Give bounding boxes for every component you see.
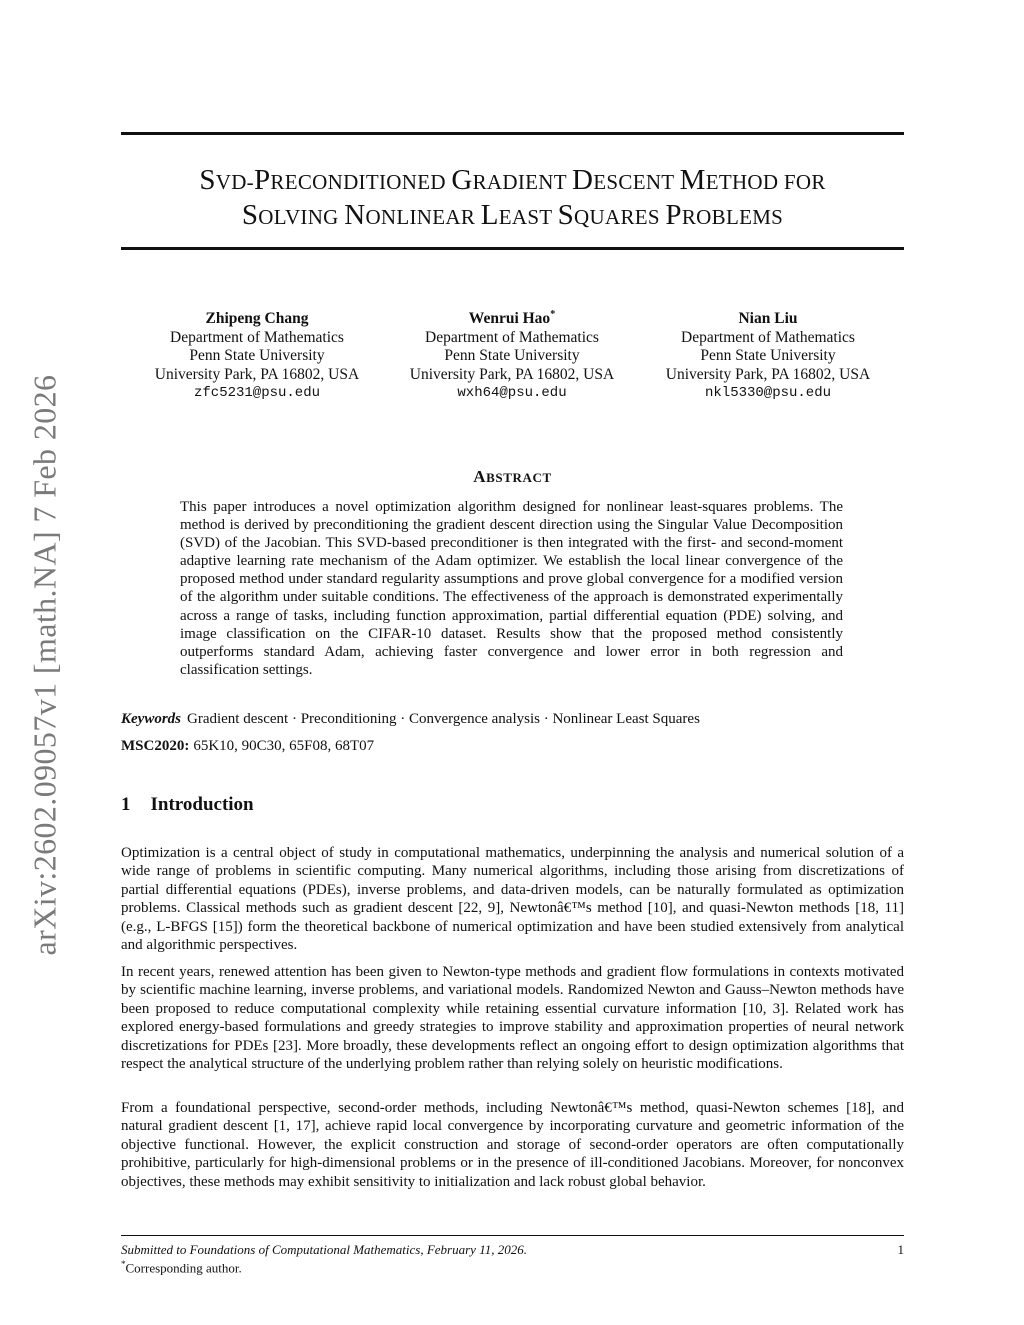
author-address: University Park, PA 16802, USA (665, 365, 871, 383)
author-email[interactable]: wxh64@psu.edu (457, 385, 567, 401)
page-number: 1 (897, 1242, 904, 1257)
footnote-text: Corresponding author. (125, 1260, 242, 1276)
abstract-text: This paper introduces a novel optimization algorithm designed for nonlinear least-squares problems. The method is derived by preconditioning the gradient descent direction using the Singular Value Decomposition (SVD) of the Jacobian. This SVD-based preconditioner is then integrated with the first- and second-moment adaptive learning rate mechanism of the Adam optimizer. We establish the local linear convergence of the proposed method under standard regularity assumptions and prove global convergence for a modified version of the algorithm under suitable conditions. The effectiveness of the approach is demonstrated experimentally across a range of tasks, including function approximation, partial differential equation (PDE) solving, and image classification on the CIFAR-10 dataset. Results show that the proposed method consistently outperforms standard Adam, achieving faster convergence and lower error in both regression and classification settings. (180, 499, 843, 678)
title-word: PRECONDITIONED (253, 164, 452, 196)
msc-line (121, 737, 904, 755)
author-address: University Park, PA 16802, USA (154, 365, 360, 383)
body-paragraph: Optimization is a central object of study in computational mathematics, underpinning the analysis and numerical solution of a wide range of problems in scientific computing. Many numerical algorithms, including those arising from discretizations of partial differential equations (PDEs), inverse problems, and data-driven models, can be naturally formulated as optimization problems. Classical methods such as gradient descent [22, 9], Newtonâ€™s method [10], and quasi-Newton methods [18, 11] (e.g., L-BFGS [15]) form the theoretical backbone of numerical optimization and have been studied extensively from analytical and algorithmic perspectives. (121, 845, 904, 954)
author-block (382, 310, 642, 403)
author-email[interactable]: zfc5231@psu.edu (193, 385, 321, 401)
footer-rule (121, 1235, 904, 1236)
author-department: Department of Mathematics (170, 328, 344, 346)
title-word: LEAST (480, 199, 558, 231)
section-title: Introduction (150, 794, 254, 815)
author-department: Department of Mathematics (425, 328, 599, 346)
title-word: METHOD FOR (679, 164, 826, 196)
arxiv-identifier-stamp: arXiv:2602.09057v1 [math.NA] 7 Feb 2026 (26, 374, 63, 956)
author-block (638, 310, 898, 403)
author-name: Nian Liu (738, 310, 798, 327)
corresponding-author-mark: * (550, 308, 556, 320)
section-number: 1 (121, 794, 131, 815)
paper-title-line-1 (121, 161, 904, 201)
body-paragraph: In recent years, renewed attention has been given to Newton-type methods and gradient flow formulations in contexts motivated by scientific machine learning, inverse problems, and variational models. Randomized Newton and Gauss–Newton methods have been proposed to reduce computational complexity while retaining essential curvature information [10, 3]. Related work has explored energy-based formulations and greedy strategies to improve stability and approximation properties of neural network discretizations for PDEs [23]. More broadly, these developments reflect an ongoing effort to design optimization algorithms that respect the analytical structure of the underlying problem rather than relying solely on heuristic modifications. (121, 964, 904, 1073)
title-word: SQUARES (557, 199, 666, 231)
abstract-heading: ABSTRACT (473, 467, 552, 486)
title-rule-top (121, 132, 904, 135)
title-rule-bottom (121, 247, 904, 250)
author-email[interactable]: nkl5330@psu.edu (704, 385, 832, 401)
keywords-label: Keywords (121, 711, 181, 727)
title-word: NONLINEAR (344, 199, 481, 231)
title-word: SOLVING (241, 199, 345, 231)
msc-label: MSC2020: (121, 738, 190, 754)
body-paragraph: From a foundational perspective, second-order methods, including Newtonâ€™s method, quasi-Newton schemes [18], and natural gradient descent [1, 17], achieve rapid local convergence by incorporating curvature and geometric information of the objective functional. However, the explicit construction and storage of second-order operators are often computationally prohibitive, particularly for high-dimensional problems or in the presence of ill-conditioned Jacobians. Moreover, for nonconvex objectives, these methods may exhibit sensitivity to initialization and lack robust global behavior. (121, 1100, 904, 1190)
author-university: Penn State University (700, 347, 836, 364)
author-name: Wenrui Hao* (468, 308, 556, 327)
title-word: GRADIENT (451, 164, 573, 196)
author-block (127, 310, 387, 403)
title-word: DESCENT (572, 164, 680, 196)
footnote (121, 1259, 242, 1276)
author-university: Penn State University (444, 347, 580, 364)
title-word: PROBLEMS (665, 199, 784, 231)
author-department: Department of Mathematics (681, 328, 855, 346)
keywords-text: Gradient descent · Preconditioning · Convergence analysis · Nonlinear Least Squares (187, 711, 700, 727)
keywords-line (121, 710, 904, 728)
submission-note: Submitted to Foundations of Computational Mathematics, February 11, 2026. (121, 1242, 527, 1257)
paper-title-line-2 (121, 196, 904, 236)
author-address: University Park, PA 16802, USA (409, 365, 615, 383)
author-university: Penn State University (189, 347, 325, 364)
msc-codes: 65K10, 90C30, 65F08, 68T07 (193, 738, 375, 754)
author-name: Zhipeng Chang (205, 310, 309, 327)
footnote-mark: * (121, 1259, 126, 1269)
title-word: SVD- (199, 164, 254, 196)
section-heading (121, 794, 254, 816)
